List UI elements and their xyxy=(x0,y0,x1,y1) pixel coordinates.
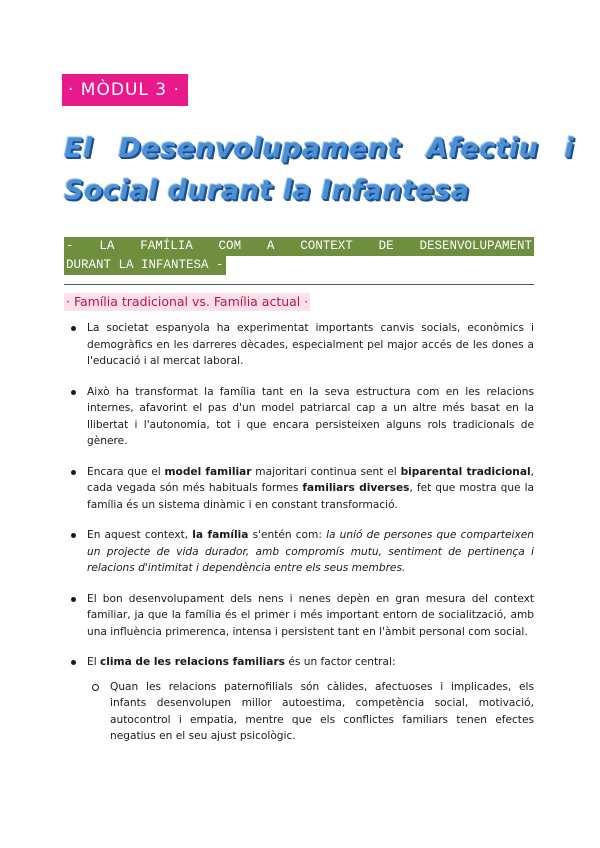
bold-term: biparental tradicional xyxy=(400,465,531,478)
text: majoritari continua sent el xyxy=(251,465,401,478)
sub-list-item xyxy=(87,679,534,745)
sub-list-item-text: Quan les relacions paternofilials són càlides, afectuoses i implicades, els infants desenvolupen millor autoestima, competència social, motivació, autocontrol i empatia, mentre que els conflictes familiars tenen efectes negatius en el seu ajust psicològic. xyxy=(110,680,534,742)
text: En aquest context, xyxy=(87,529,193,541)
bold-term: familiars diverses xyxy=(302,482,410,494)
bullet-list xyxy=(64,320,534,745)
list-item-text xyxy=(87,529,534,574)
list-item xyxy=(64,654,534,745)
section-heading-line-1: - LA FAMÍLIA COM A CONTEXT DE DESENVOLUPAMENT xyxy=(64,237,534,256)
list-item-text xyxy=(87,656,396,668)
list-item-text xyxy=(87,466,534,511)
definition-text: la unió de persones que comparteixen un projecte de vida durador, amb compromís mutu, sentiment de pertinença i relacions d'intimitat i dependència entre els seus membres. xyxy=(87,529,534,574)
subheading: · Família tradicional vs. Família actual · xyxy=(66,294,309,309)
bold-term: model familiar xyxy=(164,465,252,478)
list-item-text: Això ha transformat la família tant en la seva estructura com en les relacions internes, afavorint el pas d'un model patriarcal cap a un altre més basat en la llibertat i l'autonomia, tot i que encara persisteixen alguns rols tradicionals de gènere. xyxy=(87,385,534,447)
list-item-text: El bon desenvolupament dels nens i nenes depèn en gran mesura del context familiar, ja que la família és el primer i més important entorn de socialització, amb una influència primerenca, intensa i persistent tant en l'àmbit personal com social. xyxy=(87,592,534,638)
text: , fet que mostra que la família és un sistema dinàmic i en constant transformació. xyxy=(87,482,535,511)
bold-term: la família xyxy=(192,529,249,541)
page-title: El Desenvolupament Afectiu i Social durant la Infantesa xyxy=(64,133,574,206)
text: El xyxy=(87,656,101,668)
sub-list xyxy=(87,679,534,745)
bold-term: clima de les relacions familiars xyxy=(100,656,285,668)
text: és un factor central: xyxy=(284,656,396,668)
section-heading-line-2: DURANT LA INFANTESA - xyxy=(64,256,226,275)
bullet-icon xyxy=(71,470,76,475)
list-item xyxy=(64,527,534,577)
module-badge: · MÒDUL 3 · xyxy=(62,74,188,106)
list-item xyxy=(64,320,534,370)
divider xyxy=(64,284,534,285)
bullet-icon xyxy=(71,660,76,665)
section-heading xyxy=(64,237,534,275)
bullet-icon xyxy=(71,533,76,538)
circle-bullet-icon xyxy=(92,684,99,691)
list-item xyxy=(64,464,534,514)
bullet-icon xyxy=(71,326,76,331)
list-item xyxy=(64,384,534,450)
text: s'entén com: xyxy=(248,529,327,541)
text: Encara que el xyxy=(87,465,165,478)
bullet-icon xyxy=(71,597,76,602)
text: , cada vegada són més habituals formes xyxy=(87,465,535,494)
list-item-text: La societat espanyola ha experimentat importants canvis socials, econòmics i demogràfics en les darreres dècades, especialment pel major accés de les dones a l'educació i al mercat laboral. xyxy=(87,322,534,367)
bullet-icon xyxy=(71,390,76,395)
list-item xyxy=(64,591,534,641)
content xyxy=(64,320,534,759)
